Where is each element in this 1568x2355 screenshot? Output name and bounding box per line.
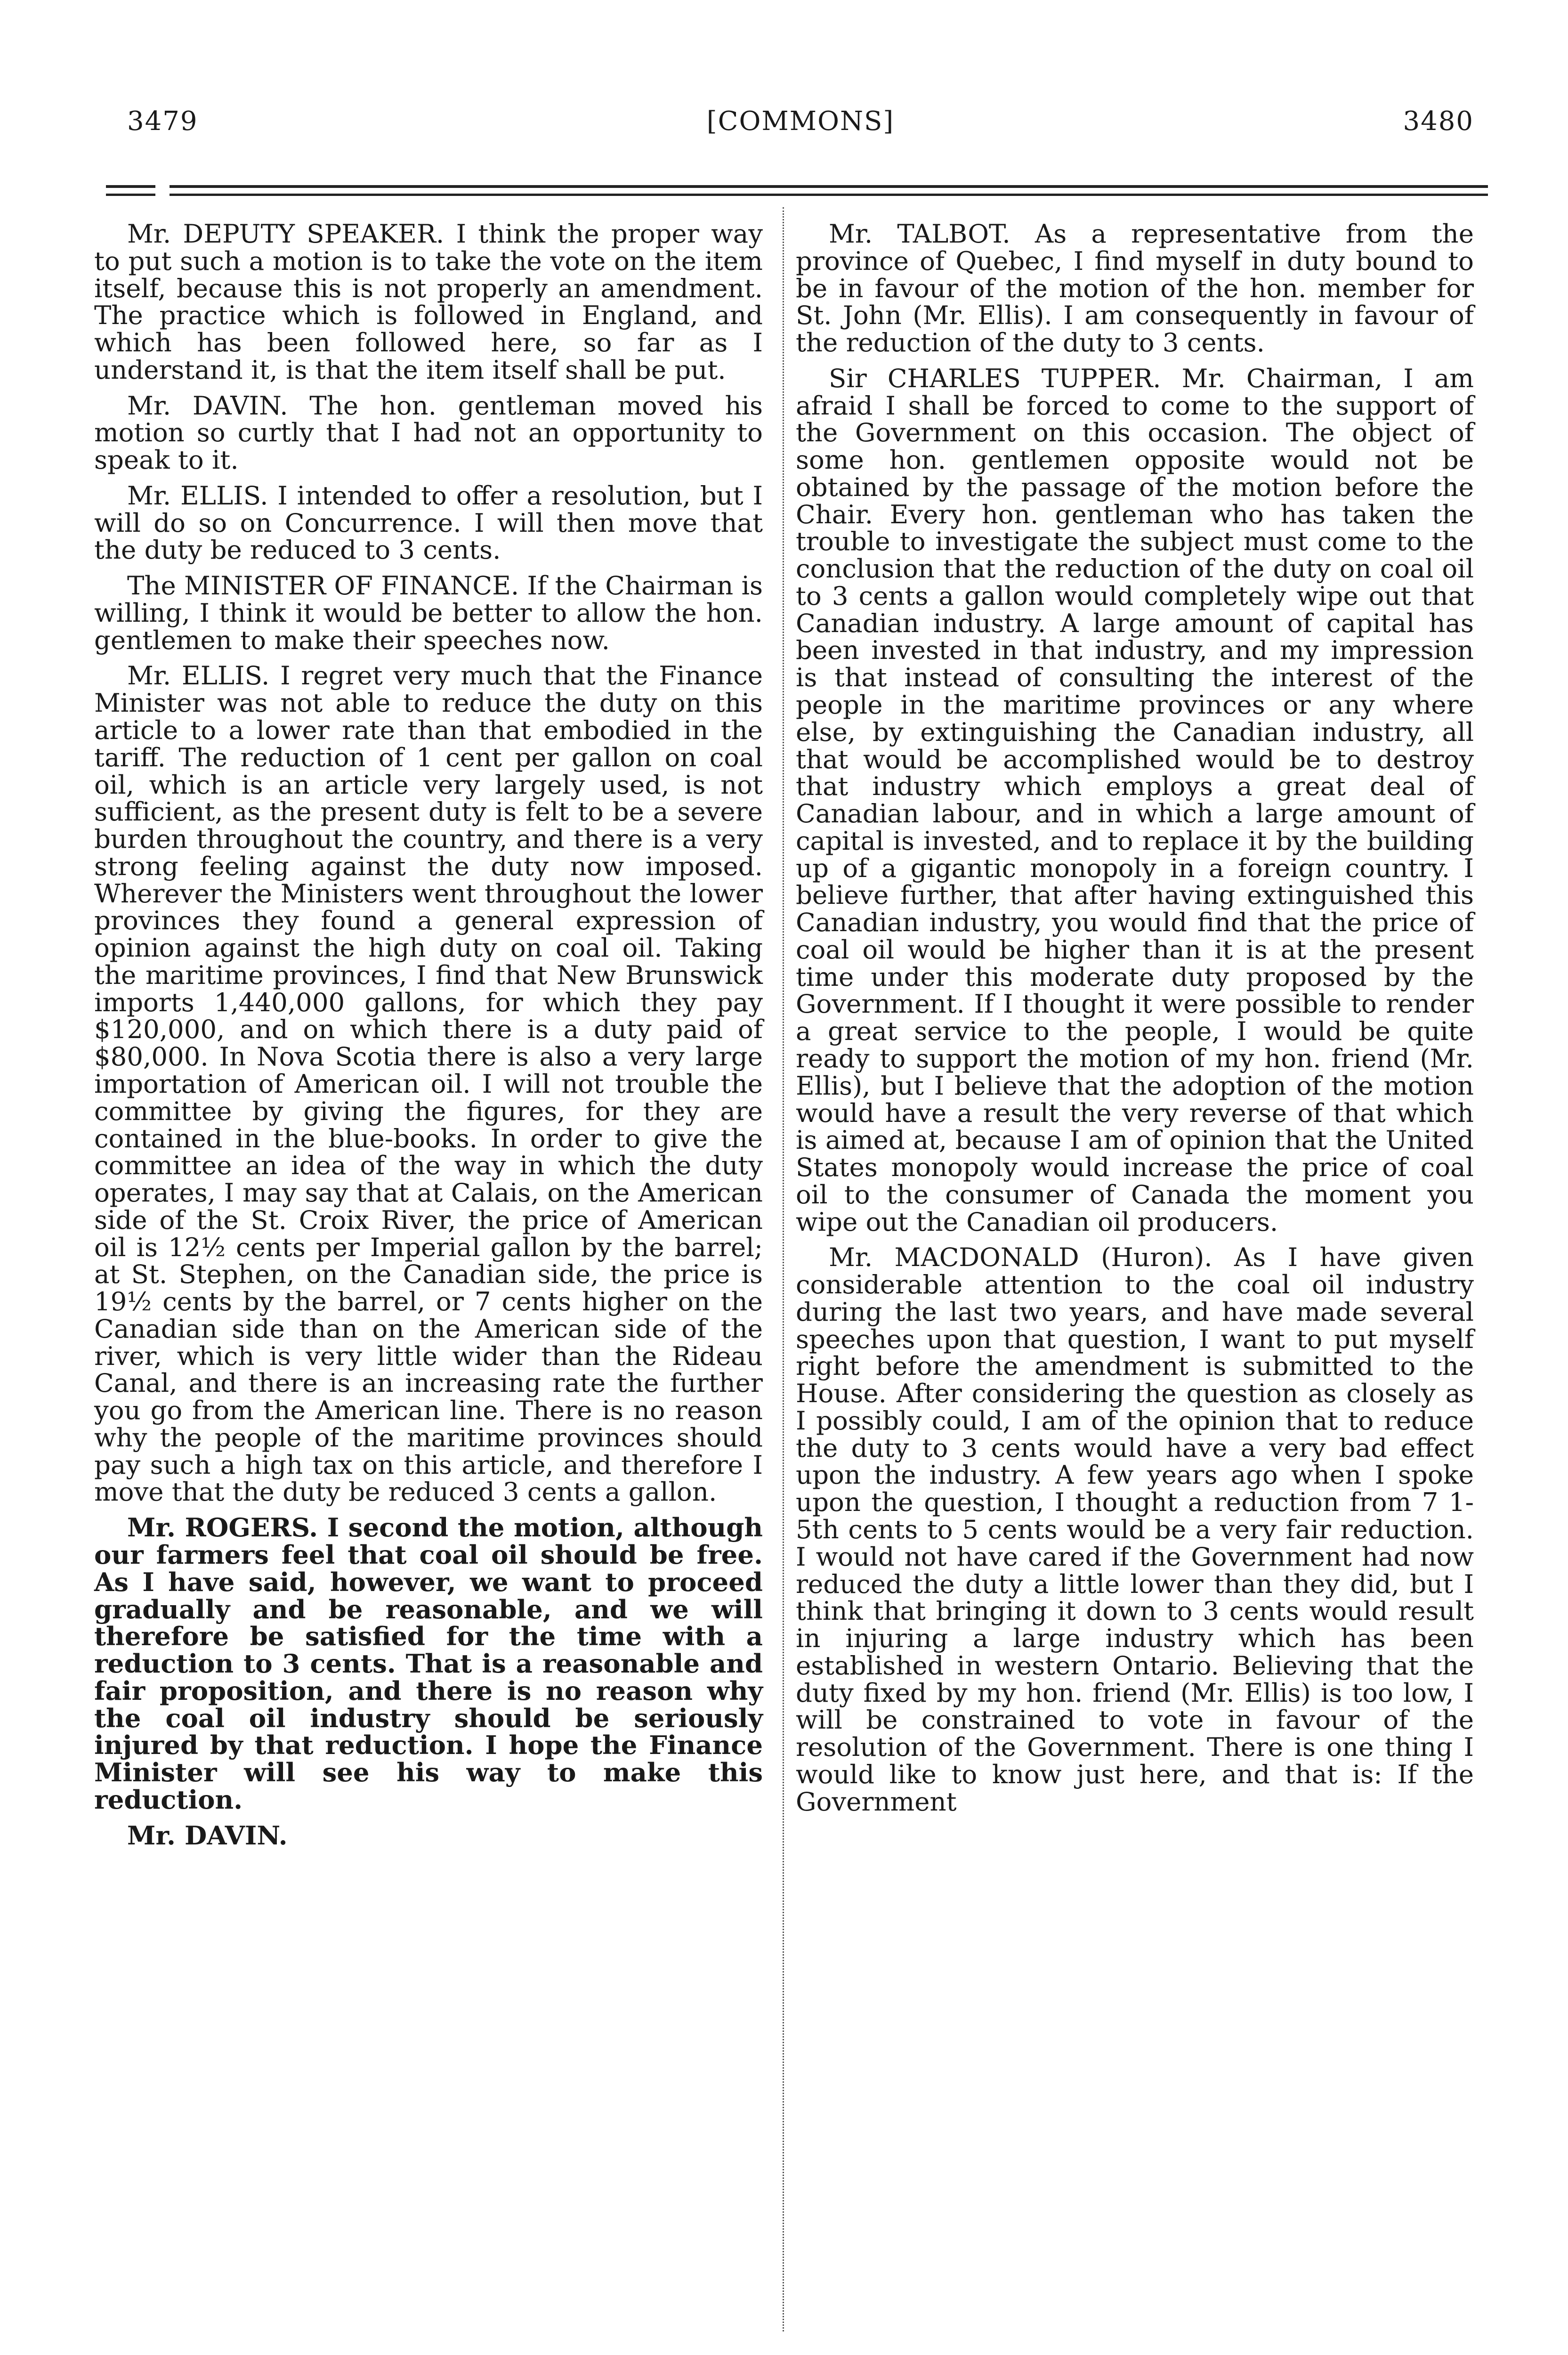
speech-text: The hon. gentleman moved his motion so curtly that I had not an opportunity to speak to it. (94, 390, 763, 475)
speaker-name: Mr. MACDONALD (Huron). (829, 1242, 1212, 1273)
speaker-name: The MINISTER OF FINANCE. (127, 570, 519, 601)
speaker-name: Mr. DEPUTY SPEAKER. (127, 219, 445, 249)
speech-paragraph (94, 572, 763, 654)
speaker-name: Sir CHARLES TUPPER. (829, 363, 1161, 393)
speech-text: I regret very much that the Finance Minister was not able to reduce the duty on this article to a lower rate than that embodied in the tariff. The reduction of 1 cent per gallon on coal oil, which is an article very largely used, is not sufficient, as the present duty is felt to be a severe burden throughout the country, and there is a very strong feeling against the duty now imposed. Wherever the Ministers went throughout the lower provinces they found a general expression of opinion against the high duty on coal oil. Taking the maritime provinces, I find that New Brunswick imports 1,440,000 gallons, for which they pay $120,000, and on which there is a duty paid of $80,000. In Nova Scotia there is also a very large importation of American oil. I will not trouble the committee by giving the figures, for they are contained in the blue-books. In order to give the committee an idea of the way in which the duty operates, I may say that at Calais, on the American side of the St. Croix River, the price of American oil is 12½ cents per Imperial gallon by the barrel; at St. Stephen, on the Canadian side, the price is 19½ cents by the barrel, or 7 cents higher on the Canadian side than on the American side of the river, which is very little wider than the Rideau Canal, and there is an increasing rate the further you go from the American line. There is no reason why the people of the maritime provinces should pay such a high tax on this article, and therefore I move that the duty be reduced 3 cents a gallon. (94, 660, 763, 1507)
speaker-name: Mr. ELLIS. (127, 660, 270, 691)
speech-paragraph (796, 365, 1474, 1236)
speech-text: I think the proper way to put such a motion is to take the vote on the item itself, because this is not properly an amendment. The practice which is followed in England, and which has been followed here, so far as I understand it, is that the item itself shall be put. (94, 219, 763, 385)
speech-paragraph (796, 1244, 1474, 1815)
speaker-name: Mr. DAVIN. (127, 1820, 288, 1851)
speech-text: As a representative from the province of Quebec, I find myself in duty bound to be in favour of the motion of the hon. member for St. John (Mr. Ellis). I am consequently in favour of the reduction of the duty to 3 cents. (796, 219, 1474, 358)
column-separator (783, 207, 784, 2331)
speech-paragraph (94, 220, 763, 384)
speaker-name: Mr. DAVIN. (127, 390, 288, 421)
speech-paragraph (94, 1514, 763, 1813)
page-header (127, 106, 1474, 148)
page-number-left: 3479 (127, 106, 198, 137)
speech-paragraph (94, 662, 763, 1506)
speech-text: If the Chairman is willing, I think it would be better to allow the hon. gentlemen to make their speeches now. (94, 570, 763, 655)
speech-paragraph (94, 482, 763, 564)
page-title: [COMMONS] (706, 106, 895, 137)
left-column (94, 220, 763, 1858)
header-rule-top (106, 185, 1488, 188)
speech-paragraph (94, 392, 763, 474)
speaker-name: Mr. ROGERS. (127, 1512, 318, 1543)
right-column (796, 220, 1474, 1824)
rule-gap (155, 183, 170, 199)
speech-text: As I have given considerable attention to the coal oil industry during the last two years, and have made several speeches upon that question, I want to put myself right before the amendment is submitted to the House. After considering the question as closely as I possibly could, I am of the opinion that to reduce the duty to 3 cents would have a very bad effect upon the industry. A few years ago when I spoke upon the question, I thought a reduction from 7 1-5th cents to 5 cents would be a very fair reduction. I would not have cared if the Government had now reduced the duty a little lower than they did, but I think that bringing it down to 3 cents would result in injuring a large industry which has been established in western Ontario. Believing that the duty fixed by my hon. friend (Mr. Ellis) is too low, I will be constrained to vote in favour of the resolution of the Government. There is one thing I would like to know just here, and that is: If the Government (796, 1242, 1474, 1817)
speech-paragraph (94, 1822, 763, 1850)
page-number-right: 3480 (1403, 106, 1474, 137)
speech-text: I intended to offer a resolution, but I will do so on Concurrence. I will then move that the duty be reduced to 3 cents. (94, 480, 763, 565)
speech-text: I second the motion, although our farmers feel that coal oil should be free. As I have said, however, we want to proceed gradually and be reasonable, and we will therefore be satisfied for the time with a reduction to 3 cents. That is a reasonable and fair proposition, and there is no reason why the coal oil industry should be seriously injured by that reduction. I hope the Finance Minister will see his way to make this reduction. (94, 1512, 763, 1815)
speech-text: Mr. Chairman, I am afraid I shall be forced to come to the support of the Government on this occasion. The object of some hon. gentlemen opposite would not be obtained by the passage of the motion before the Chair. Every hon. gentleman who has taken the trouble to investigate the subject must come to the conclusion that the reduction of the duty on coal oil to 3 cents a gallon would completely wipe out that Canadian industry. A large amount of capital has been invested in that industry, and my impression is that instead of consulting the interest of the people in the maritime provinces or any where else, by extinguishing the Canadian industry, all that would be accomplished would be to destroy that industry which employs a great deal of Canadian labour, and in which a large amount of capital is invested, and to replace it by the building up of a gigantic monopoly in a foreign country. I believe further, that after having extinguished this Canadian industry, you would find that the price of coal oil would be higher than it is at the present time under this moderate duty proposed by the Government. If I thought it were possible to render a great service to the people, I would be quite ready to support the motion of my hon. friend (Mr. Ellis), but I believe that the adoption of the motion would have a result the very reverse of that which is aimed at, because I am of opinion that the United States monopoly would increase the price of coal oil to the consumer of Canada the moment you wipe out the Canadian oil producers. (796, 363, 1474, 1237)
speaker-name: Mr. TALBOT. (829, 219, 1010, 249)
speaker-name: Mr. ELLIS. (127, 480, 268, 511)
header-rule-bottom (106, 194, 1488, 196)
speech-paragraph (796, 220, 1474, 357)
